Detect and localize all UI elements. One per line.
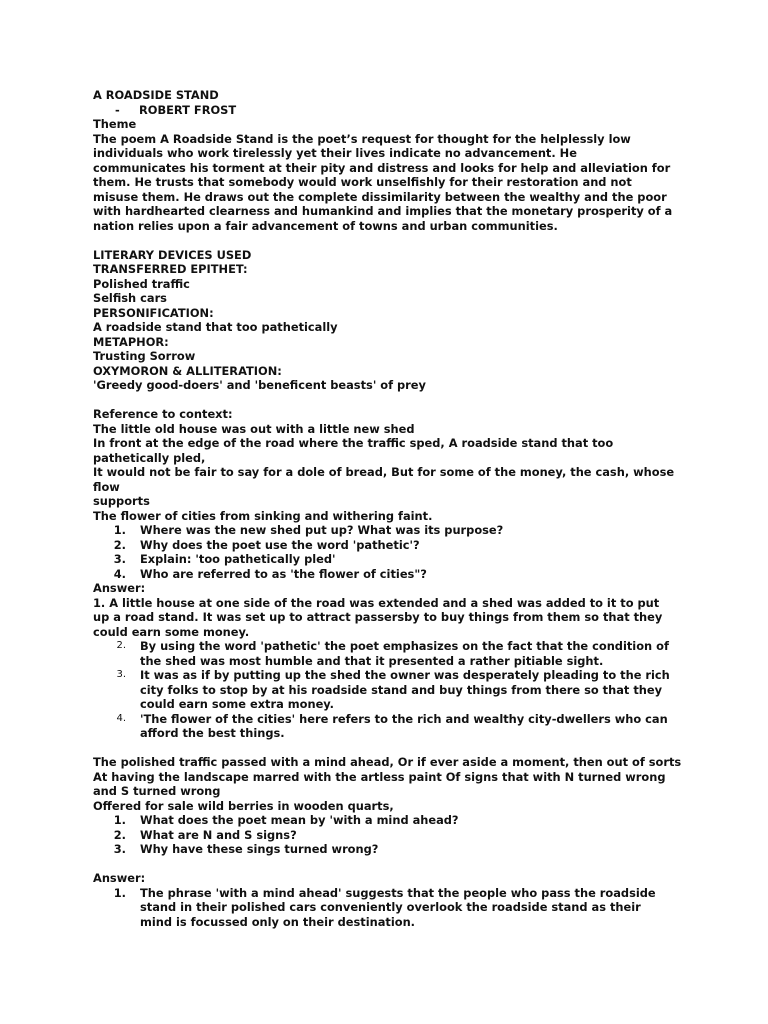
author-dash: - bbox=[115, 102, 120, 117]
poem-line: At having the landscape marred with the artless paint Of signs that with N turned wrong bbox=[93, 769, 666, 784]
spacer bbox=[93, 857, 673, 872]
answer-heading: Answer: bbox=[93, 871, 146, 885]
theme-heading: Theme bbox=[93, 117, 137, 131]
list-item: 1. What does the poet mean by 'with a mind ahead? bbox=[113, 813, 459, 827]
device-example: 'Greedy good-doers' and 'beneficent beasts' of prey bbox=[93, 378, 426, 392]
list-item: 2. Why does the poet use the word 'pathetic'? bbox=[113, 537, 420, 552]
poem-line: The flower of cities from sinking and withering faint. bbox=[93, 508, 433, 523]
answer-heading: Answer: bbox=[93, 581, 146, 595]
spacer bbox=[93, 741, 673, 756]
reference-section-2 bbox=[93, 755, 682, 929]
poem-line: Offered for sale wild berries in wooden quarts, bbox=[93, 798, 394, 813]
poem-line: supports bbox=[93, 494, 150, 508]
device-heading-personification: PERSONIFICATION: bbox=[93, 305, 214, 320]
poem-line: The little old house was out with a little new shed bbox=[93, 421, 415, 436]
device-heading-oxymoron: OXYMORON & ALLITERATION: bbox=[93, 363, 282, 378]
list-item: 2. By using the word 'pathetic' the poet emphasizes on the fact that the condition of the shed was most humble and that it presented a rather pitiable sight. bbox=[116, 639, 669, 668]
poem-line: It would not be fair to say for a dole of bread, But for some of the money, the cash, whose bbox=[93, 465, 675, 479]
device-heading-metaphor: METAPHOR: bbox=[93, 334, 169, 349]
poem-line: In front at the edge of the road where the traffic sped, A roadside stand that too bbox=[93, 436, 614, 450]
poem-line: pathetically pled, bbox=[93, 450, 206, 465]
device-heading-transferred-epithet: TRANSFERRED EPITHET: bbox=[93, 262, 248, 276]
question-list bbox=[93, 523, 673, 581]
reference-heading: Reference to context: bbox=[93, 407, 233, 421]
list-item: 1. The phrase 'with a mind ahead' suggests that the people who pass the roadside stand in their polished cars conveniently overlook the roadside stand as their mind is focussed only on their destination. bbox=[113, 885, 656, 929]
answer-list bbox=[93, 886, 673, 930]
list-item: 4. Who are referred to as 'the flower of cities"? bbox=[113, 566, 427, 581]
list-item: 4. 'The flower of the cities' here refers to the rich and wealthy city-dwellers who can afford the best things. bbox=[116, 711, 668, 740]
reference-section-1 bbox=[93, 407, 673, 741]
question-list bbox=[93, 813, 673, 857]
answer-paragraph: 1. A little house at one side of the road was extended and a shed was added to it to put up a road stand. It was set up to attract passersby to buy things from them so that they could earn some money. bbox=[93, 595, 663, 639]
author-name: ROBERT FROST bbox=[139, 102, 237, 117]
poem-line: and S turned wrong bbox=[93, 784, 221, 798]
device-example: Trusting Sorrow bbox=[93, 349, 196, 363]
device-example: A roadside stand that too pathetically bbox=[93, 320, 338, 334]
poem-line: The polished traffic passed with a mind ahead, Or if ever aside a moment, then out of sorts bbox=[93, 755, 682, 769]
list-item: 1. Where was the new shed put up? What was its purpose? bbox=[113, 523, 504, 537]
document-title: A ROADSIDE STAND bbox=[93, 88, 219, 102]
list-item: 2. What are N and S signs? bbox=[113, 827, 297, 842]
poem-line: flow bbox=[93, 479, 120, 494]
list-item: 3. Explain: 'too pathetically pled' bbox=[113, 552, 336, 566]
spacer bbox=[93, 393, 673, 408]
theme-paragraph: The poem A Roadside Stand is the poet’s request for thought for the helplessly low individuals who work tirelessly yet their lives indicate no advancement. He communicates his torment at their pity and distress and looks for help and alleviation for them. He trusts that somebody would work unselfishly for their restoration and not misuse them. He draws out the complete dissimilarity between the wealthy and the poor with hardhearted clearness and humankind and implies that the monetary prosperity of a nation relies upon a fair advancement of towns and urban communities. bbox=[93, 131, 673, 233]
answer-list bbox=[93, 639, 673, 741]
device-example: Polished traffic bbox=[93, 276, 190, 291]
author-line bbox=[93, 103, 673, 118]
literary-devices-section bbox=[93, 248, 673, 393]
list-item: 3. Why have these sings turned wrong? bbox=[113, 842, 379, 856]
devices-heading: LITERARY DEVICES USED bbox=[93, 247, 252, 262]
spacer bbox=[93, 233, 673, 248]
document-page bbox=[93, 88, 682, 929]
device-example: Selfish cars bbox=[93, 291, 167, 305]
list-item: 3. It was as if by putting up the shed the owner was desperately pleading to the rich city folks to stop by at his roadside stand and buy things from there so that they could earn some extra money. bbox=[116, 668, 670, 711]
